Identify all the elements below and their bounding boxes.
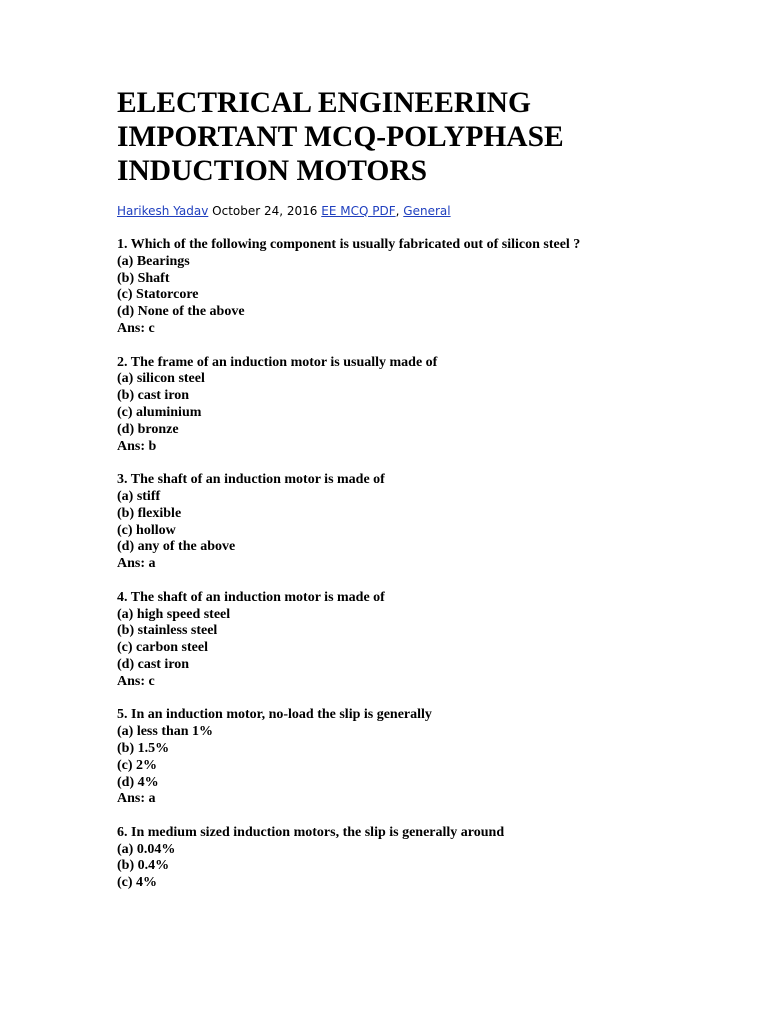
answer-option: (c) aluminium bbox=[117, 404, 202, 420]
question-stem: 5. In an induction motor, no-load the slip is generally bbox=[117, 707, 432, 723]
article-meta bbox=[117, 203, 668, 219]
answer-option: (b) Shaft bbox=[117, 270, 170, 286]
question-list bbox=[117, 237, 637, 892]
question-stem: 1. Which of the following component is usually fabricated out of silicon steel ? bbox=[117, 237, 581, 252]
post-date: October 24, 2016 bbox=[212, 204, 318, 218]
answer-option: (b) stainless steel bbox=[117, 623, 218, 639]
article-title bbox=[117, 86, 657, 188]
answer-option: (d) None of the above bbox=[117, 304, 245, 320]
answer-option: (b) 1.5% bbox=[117, 740, 170, 756]
author-link[interactable]: Harikesh Yadav bbox=[117, 204, 209, 218]
answer-option: (b) 0.4% bbox=[117, 858, 170, 874]
answer-option: (c) 2% bbox=[117, 757, 158, 773]
answer-key: Ans: c bbox=[117, 320, 155, 336]
category-link-ee-mcq-pdf[interactable]: EE MCQ PDF bbox=[321, 204, 396, 218]
question-block bbox=[117, 707, 637, 808]
question-stem: 3. The shaft of an induction motor is made of bbox=[117, 472, 385, 488]
title-line: INDUCTION MOTORS bbox=[117, 155, 428, 187]
answer-option: (d) any of the above bbox=[117, 539, 236, 555]
question-stem: 2. The frame of an induction motor is usually made of bbox=[117, 354, 438, 370]
category-link-general[interactable]: General bbox=[403, 204, 451, 218]
answer-option: (a) stiff bbox=[117, 488, 161, 504]
answer-key: Ans: a bbox=[117, 556, 156, 572]
answer-option: (a) 0.04% bbox=[117, 841, 176, 857]
answer-option: (c) hollow bbox=[117, 522, 176, 538]
question-stem: 4. The shaft of an induction motor is made of bbox=[117, 589, 385, 605]
answer-key: Ans: a bbox=[117, 791, 156, 807]
answer-option: (c) carbon steel bbox=[117, 640, 208, 656]
answer-option: (d) 4% bbox=[117, 774, 159, 790]
question-block bbox=[117, 590, 637, 691]
answer-option: (b) flexible bbox=[117, 505, 182, 521]
answer-option: (b) cast iron bbox=[117, 388, 190, 404]
answer-option: (d) cast iron bbox=[117, 656, 190, 672]
answer-option: (a) Bearings bbox=[117, 253, 190, 269]
answer-option: (a) silicon steel bbox=[117, 371, 205, 387]
answer-option: (d) bronze bbox=[117, 421, 179, 437]
question-block bbox=[117, 355, 637, 456]
answer-option: (c) 4% bbox=[117, 875, 158, 891]
answer-option: (a) high speed steel bbox=[117, 606, 231, 622]
question-block bbox=[117, 825, 637, 892]
question-block bbox=[117, 237, 637, 338]
answer-key: Ans: c bbox=[117, 673, 155, 689]
category-separator: , bbox=[395, 204, 400, 218]
question-block bbox=[117, 472, 637, 573]
answer-option: (c) Statorcore bbox=[117, 287, 199, 303]
question-stem: 6. In medium sized induction motors, the slip is generally around bbox=[117, 824, 505, 840]
title-line: ELECTRICAL ENGINEERING bbox=[117, 87, 531, 119]
answer-option: (a) less than 1% bbox=[117, 724, 214, 740]
answer-key: Ans: b bbox=[117, 438, 157, 454]
title-line: IMPORTANT MCQ-POLYPHASE bbox=[117, 121, 564, 153]
